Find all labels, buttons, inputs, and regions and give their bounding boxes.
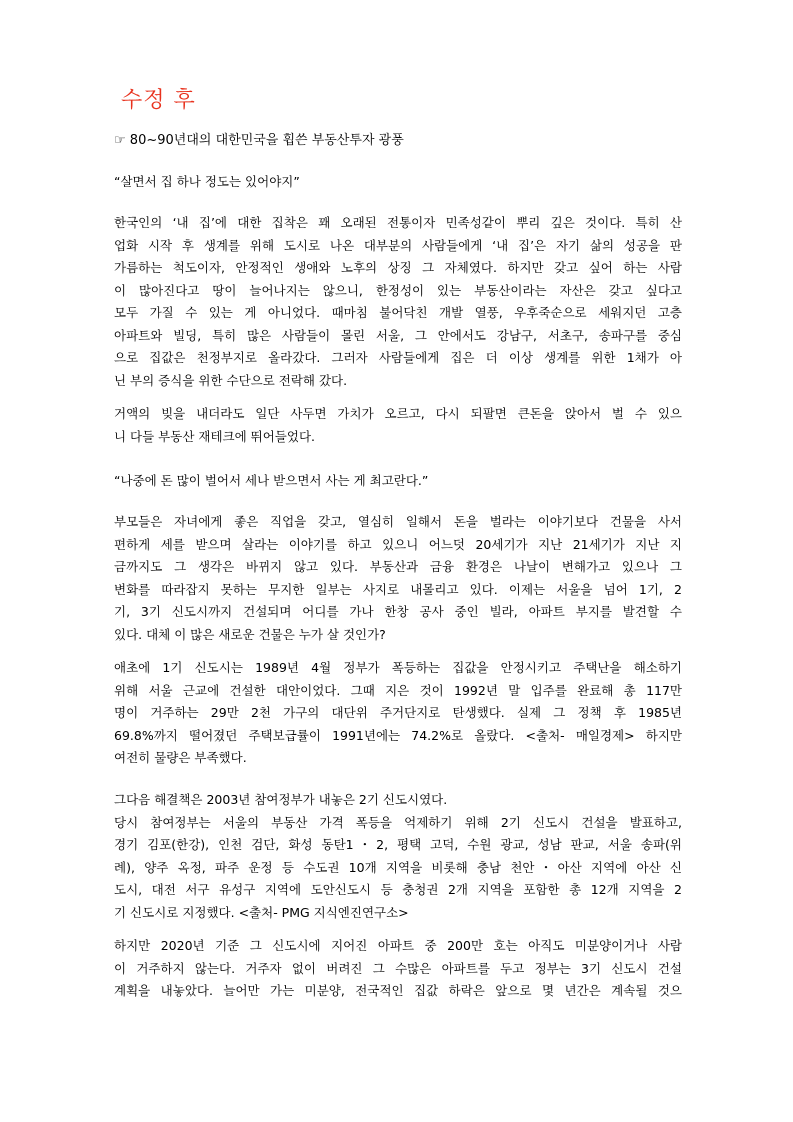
pointing-hand-icon: ☞ <box>114 133 126 148</box>
text-line: 있다. 대체 이 많은 새로운 건물은 누가 살 것인가? <box>114 626 386 642</box>
text-line: 금까지도 그 생각은 바뀌지 않고 있다. 부동산과 금융 환경은 나날이 변해가고 있으나 그 <box>114 559 682 574</box>
paragraph-5 <box>114 789 682 924</box>
text-line: 례), 양주 옥정, 파주 운정 등 수도권 10개 지역을 비롯해 충남 천안・아산 지역에 아산 신 <box>114 859 682 875</box>
paragraph-2 <box>114 403 682 448</box>
text-line: 변화를 따라잡지 못하는 무지한 일부는 사지로 내몰리고 있다. 이제는 서울을 넘어 1기, 2 <box>114 581 682 597</box>
paragraph-6 <box>114 935 682 1003</box>
text-line: 닌 부의 증식을 위한 수단으로 전락해 갔다. <box>114 372 348 388</box>
text-line: 거액의 빚을 내더라도 일단 사두면 가치가 오르고, 다시 되팔면 큰돈을 앉아서 벌 수 있으 <box>114 406 682 421</box>
text-line: 모두 가질 수 있는 게 아니었다. 때마침 불어닥친 개발 열풍, 우후죽순으로 세워지던 고층 <box>114 305 682 320</box>
paragraph-3 <box>114 511 682 646</box>
text-line: 니 다들 부동산 재테크에 뛰어들었다. <box>114 428 315 444</box>
text-line: 기 신도시로 지정했다. <출처- PMG 지식엔진연구소> <box>114 904 409 920</box>
text-line: 명이 거주하는 29만 2천 가구의 대단위 주거단지로 탄생했다. 실제 그 정책 후 1985년 <box>114 705 682 720</box>
text-line: 하지만 2020년 기준 그 신도시에 지어진 아파트 중 200만 호는 아직도 미분양이거나 사람 <box>114 938 682 953</box>
text-line: 계획을 내놓았다. 늘어만 가는 미분양, 전국적인 집값 하락은 앞으로 몇 년간은 계속될 것으 <box>114 983 682 998</box>
text-line: 경기 김포(한강), 인천 검단, 화성 동탄1・2, 평택 고덕, 수원 광교, 성남 판교, 서울 송파(위 <box>114 837 682 852</box>
paragraph-1 <box>114 212 682 392</box>
text-line: 업화 시작 후 생계를 위해 도시로 나온 대부분의 사람들에게 ‘내 집’은 자기 삶의 성공을 판 <box>114 237 682 253</box>
text-line: 으로 집값은 천정부지로 올라갔다. 그러자 사람들에게 집은 더 이상 생계를 위한 1채가 아 <box>114 350 682 365</box>
text-line: 당시 참여정부는 서울의 부동산 가격 폭등을 억제하기 위해 2기 신도시 건설을 발표하고, <box>114 814 682 830</box>
text-line: 애초에 1기 신도시는 1989년 4월 정부가 폭등하는 집값을 안정시키고 주택난을 해소하기 <box>114 660 682 675</box>
text-line: 기, 3기 신도시까지 건설되며 어디를 가나 한창 공사 중인 빌라, 아파트 부지를 발견할 수 <box>114 604 682 619</box>
text-line: 이 많아진다고 땅이 늘어나지는 않으니, 한정성이 있는 부동산이라는 자산은 갖고 싶다고 <box>114 282 682 298</box>
subtitle-text: 80~90년대의 대한민국을 휩쓴 부동산투자 광풍 <box>129 133 404 148</box>
text-line: 가름하는 척도이자, 안정적인 생애와 노후의 상징 그 자체였다. 하지만 갖고 싶어 하는 사람 <box>114 260 682 275</box>
text-line: 도시, 대전 서구 유성구 지역에 도안신도시 등 충청권 2개 지역을 포함한 총 12개 지역을 2 <box>114 882 682 897</box>
text-line: 부모들은 자녀에게 좋은 직업을 갖고, 열심히 일해서 돈을 벌라는 이야기보다 건물을 사서 <box>114 514 682 529</box>
subtitle <box>114 129 404 148</box>
text-line: 이 거주하지 않는다. 거주자 없이 버려진 그 수많은 아파트를 두고 정부는 3기 신도시 건설 <box>114 960 682 976</box>
text-line: 위해 서울 근교에 건설한 대안이었다. 그때 지은 것이 1992년 말 입주를 완료해 총 117만 <box>114 682 682 698</box>
text-line: 그다음 해결책은 2003년 참여정부가 내놓은 2기 신도시였다. <box>114 792 448 807</box>
text-line: 한국인의 ‘내 집’에 대한 집착은 꽤 오래된 전통이자 민족성같이 뿌리 깊은 것이다. 특히 산 <box>114 215 682 230</box>
text-line: 69.8%까지 떨어졌던 주택보급률이 1991년에는 74.2%로 올랐다. <출처- 매일경제> 하지만 <box>114 727 682 743</box>
quote-2: “나중에 돈 많이 벌어서 세나 받으면서 사는 게 최고란다.” <box>114 473 429 488</box>
quote-1: “살면서 집 하나 정도는 있어야지” <box>114 174 300 189</box>
paragraph-4 <box>114 657 682 770</box>
document-title: 수정 후 <box>121 88 196 113</box>
text-line: 편하게 세를 받으며 살라는 이야기를 하고 있으니 어느덧 20세기가 지난 21세기가 지난 지 <box>114 536 682 552</box>
text-line: 여전히 물량은 부족했다. <box>114 750 247 765</box>
text-line: 아파트와 빌딩, 특히 많은 사람들이 몰린 서울, 그 안에서도 강남구, 서초구, 송파구를 중심 <box>114 327 682 343</box>
